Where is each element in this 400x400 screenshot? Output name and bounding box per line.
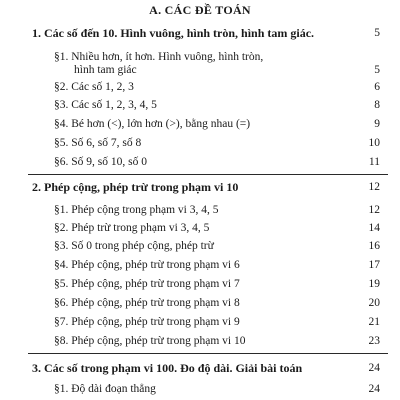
item-text: §7. Phép cộng, phép trừ trong phạm vi 9 <box>54 316 240 328</box>
chapter-title: 2. Phép cộng, phép trừ trong phạm vi 10 <box>32 180 239 194</box>
item-text: §6. Số 9, số 10, số 0 <box>54 156 147 168</box>
item-page: 19 <box>368 278 380 290</box>
chapter-page: 24 <box>368 362 380 374</box>
item-page: 17 <box>368 259 380 271</box>
chapter-page: 5 <box>374 27 380 39</box>
item-text: §5. Phép cộng, phép trừ trong phạm vi 7 <box>54 278 240 290</box>
item-page: 14 <box>368 222 380 234</box>
item-page: 24 <box>368 383 380 395</box>
item-text: §4. Phép cộng, phép trừ trong phạm vi 6 <box>54 259 240 271</box>
item-text: §2. Các số 1, 2, 3 <box>54 81 134 93</box>
item-page: 16 <box>368 240 380 252</box>
item-text: §1. Nhiều hơn, ít hơn. Hình vuông, hình tròn, <box>54 51 264 63</box>
item-text: §5. Số 6, số 7, số 8 <box>54 137 142 149</box>
item-page: 23 <box>368 335 380 347</box>
item-page: 11 <box>368 156 380 168</box>
item-page: 5 <box>374 64 380 76</box>
toc-heading: A. CÁC ĐỀ TOÁN <box>149 3 251 17</box>
item-page: 21 <box>368 316 380 328</box>
item-text: §1. Độ dài đoạn thẳng <box>54 383 156 395</box>
item-page: 9 <box>374 118 380 130</box>
item-page: 8 <box>374 99 380 111</box>
item-text: hình tam giác <box>74 64 137 76</box>
item-text: §3. Các số 1, 2, 3, 4, 5 <box>54 99 157 111</box>
item-text: §1. Phép cộng trong phạm vi 3, 4, 5 <box>54 204 219 216</box>
chapter-title: 3. Các số trong phạm vi 100. Đo độ dài. Giải bài toán <box>32 361 303 375</box>
item-text: §6. Phép cộng, phép trừ trong phạm vi 8 <box>54 297 240 309</box>
item-page: 20 <box>368 297 380 309</box>
section-divider <box>28 174 388 175</box>
chapter-page: 12 <box>368 181 380 193</box>
section-divider <box>28 353 388 354</box>
item-text: §8. Phép cộng, phép trừ trong phạm vi 10 <box>54 335 246 347</box>
item-page: 10 <box>368 137 380 149</box>
item-text: §4. Bé hơn (<), lớn hơn (>), bằng nhau (=) <box>54 118 251 130</box>
item-page: 6 <box>374 81 380 93</box>
item-page: 12 <box>368 204 380 216</box>
item-text: §3. Số 0 trong phép cộng, phép trừ <box>54 240 214 252</box>
chapter-title: 1. Các số đến 10. Hình vuông, hình tròn, hình tam giác. <box>32 26 315 40</box>
item-text: §2. Phép trừ trong phạm vi 3, 4, 5 <box>54 222 210 234</box>
